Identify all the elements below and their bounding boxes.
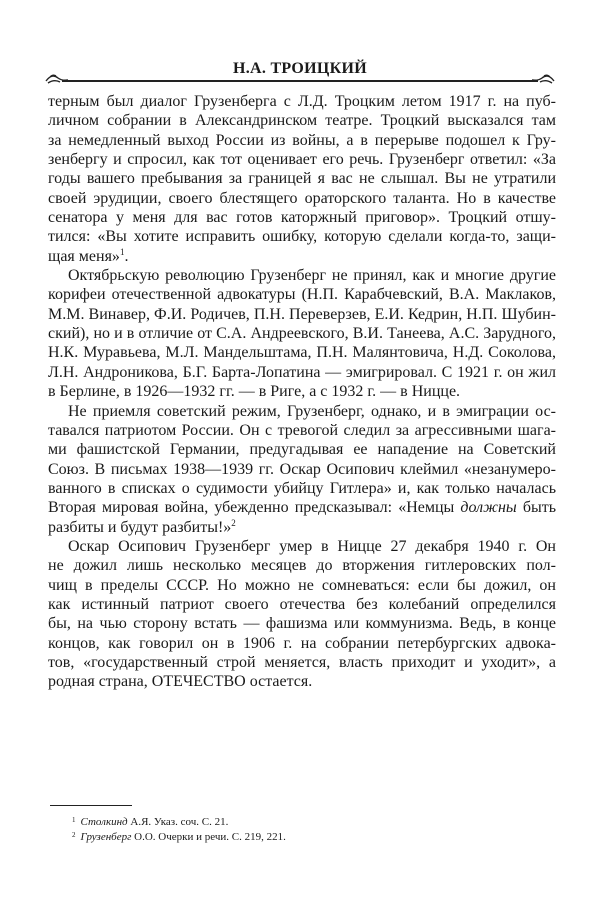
text-line — [48, 343, 556, 362]
header-rule — [62, 80, 538, 82]
ornament-right-icon — [530, 71, 556, 85]
text-segment: ский), но и в отличие от С.А. Андреевского, В.И. Танеева, А.С. Зарудного, — [48, 325, 556, 343]
text-segment: Н.К. Муравьева, М.Л. Мандельштама, П.Н. Малянтовича, Н.Д. Соколова, — [48, 344, 556, 362]
text-line — [48, 421, 556, 440]
text-line — [48, 169, 556, 188]
text-line — [48, 305, 556, 324]
text-segment: как истинный патриот своего отечества без колебаний определился — [48, 595, 556, 613]
text-line — [48, 479, 556, 498]
paragraph — [48, 266, 556, 401]
footnote-text: А.Я. Указ. соч. С. 21. — [127, 816, 229, 828]
text-line — [48, 672, 556, 691]
text-line — [48, 227, 556, 246]
text-line — [48, 537, 556, 556]
footnote-ref: 1 — [119, 246, 125, 257]
text-line — [48, 440, 556, 459]
text-segment: Вторая мировая война, убежденно предсказывал: «Немцы — [48, 499, 461, 517]
text-segment: родная страна, ОТЕЧЕСТВО остается. — [48, 673, 313, 691]
text-segment: тов, «государственный строй меняется, власть приходит и уходит», а — [48, 653, 556, 671]
text-segment: Л.Н. Андроникова, Б.Г. Барта-Лопатина — эмигрировал. С 1921 г. он жил — [48, 363, 556, 381]
footnote-author: Грузенберг — [80, 831, 132, 843]
text-line — [48, 363, 556, 382]
text-line — [48, 92, 556, 111]
text-line — [48, 189, 556, 208]
text-segment: ми фашистской Германии, предугадывая ее нападение на Советский — [48, 441, 556, 459]
text-line — [48, 266, 556, 285]
text-line — [48, 634, 556, 653]
text-segment: быть — [516, 499, 556, 517]
text-segment: щая меня» — [48, 247, 120, 265]
text-segment: корифеи отечественной адвокатуры (Н.П. Карабчевский, В.А. Маклаков, — [48, 286, 556, 304]
text-line — [48, 653, 556, 672]
footnote-author: Столкинд — [80, 816, 128, 828]
text-line — [48, 382, 556, 401]
text-segment: . — [124, 247, 129, 265]
text-line — [48, 614, 556, 633]
text-segment: М.М. Винавер, Ф.И. Родичев, П.Н. Переверзев, Е.И. Кедрин, Н.П. Шубин- — [48, 305, 556, 323]
footnote-rule — [50, 805, 132, 806]
text-line — [48, 402, 556, 421]
text-segment: своей эрудиции, своего блестящего ораторского таланта. Но в качестве — [48, 189, 556, 207]
text-line — [48, 247, 556, 266]
footnote — [72, 830, 286, 845]
paragraph — [48, 537, 556, 692]
text-segment: в Берлине, в 1926—1932 гг. — в Риге, а с 1932 г. — в Ницце. — [48, 383, 461, 401]
ornament-left-icon — [44, 71, 70, 85]
text-line — [48, 576, 556, 595]
text-line — [48, 498, 556, 517]
paragraph — [48, 92, 556, 266]
footnote-number: 1 — [72, 816, 76, 824]
text-segment: бы, на чью сторону встать — фашизма или коммунизма. Ведь, в конце — [48, 615, 556, 633]
text-line — [48, 556, 556, 575]
text-segment: Союз. В письмах 1938—1939 гг. Оскар Осипович клеймил «незанумеро- — [48, 460, 556, 478]
text-segment: чищ в пределы СССР. Но можно не сомневаться: если бы дожил, он — [48, 576, 556, 594]
text-segment: сенатора у меня для вас готов каторжный приговор». Троцкий отшу- — [48, 209, 556, 227]
text-segment: годы вашего пребывания за границей я вас не слышал. Вы не утратили — [48, 170, 556, 188]
footnote — [72, 815, 286, 830]
text-segment: терным был диалог Грузенберга с Л.Д. Троцким летом 1917 г. на пуб- — [48, 93, 556, 110]
text-line — [48, 518, 556, 537]
text-segment: не дожил лишь несколько месяцев до вторжения гитлеровских пол- — [48, 557, 556, 575]
paragraph — [48, 402, 556, 537]
emphasis-text: должны — [460, 499, 517, 517]
text-line — [48, 131, 556, 150]
text-segment: тился: «Вы хотите исправить ошибку, которую сделали когда-то, защи- — [48, 228, 556, 246]
text-segment: концов, как говорил он в 1906 г. на собрании петербургских адвока- — [48, 634, 556, 652]
footnote-number: 2 — [72, 831, 76, 839]
text-segment: личном собрании в Александринском театре. Троцкий высказался там — [48, 112, 556, 130]
text-segment: Оскар Осипович Грузенберг умер в Ницце 27 декабря 1940 г. Он — [68, 537, 556, 555]
text-segment: разбиты и будут разбиты!» — [48, 518, 232, 536]
footnotes — [72, 815, 286, 845]
text-segment: за немедленный выход России из войны, а в перерыве подошел к Гру- — [48, 131, 556, 149]
text-segment: Октябрьскую революцию Грузенберг не принял, как и многие другие — [68, 267, 556, 285]
text-line — [48, 324, 556, 343]
text-segment: ванного в списках о судимости убийцу Гитлера» и, как только началась — [48, 479, 556, 497]
running-head-title: Н.А. ТРОИЦКИЙ — [232, 60, 368, 77]
text-line — [48, 208, 556, 227]
body-text — [48, 92, 556, 692]
text-line — [48, 460, 556, 479]
text-line — [48, 595, 556, 614]
text-segment: Не приемля советский режим, Грузенберг, однако, и в эмиграции ос- — [68, 402, 556, 420]
text-line — [48, 150, 556, 169]
footnote-text: О.О. Очерки и речи. С. 219, 221. — [131, 831, 286, 843]
text-line — [48, 285, 556, 304]
text-segment: зенбергу и спросил, как тот оценивает его речь. Грузенберг ответил: «За — [48, 151, 556, 169]
footnote-ref: 2 — [231, 517, 236, 528]
text-segment: тавался патриотом России. Он с тревогой следил за агрессивными шага- — [48, 421, 556, 439]
text-line — [48, 111, 556, 130]
